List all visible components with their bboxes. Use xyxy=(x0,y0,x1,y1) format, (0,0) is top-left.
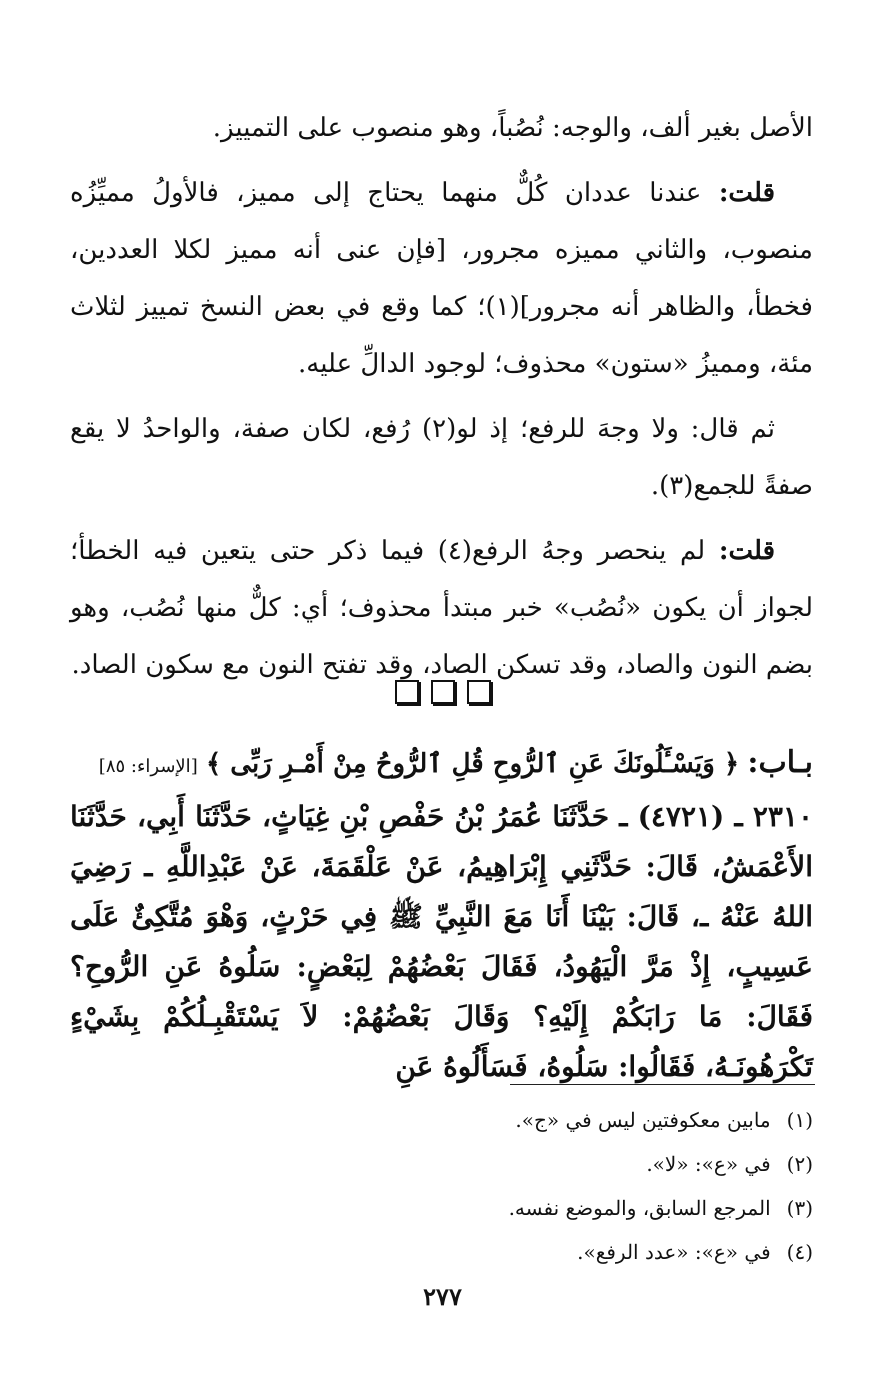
paragraph-4 xyxy=(70,523,813,694)
footnote xyxy=(70,1142,813,1186)
chapter-label: بـاب: xyxy=(747,745,813,780)
paragraph-1 xyxy=(70,100,813,157)
footnote-text: في «ع»: «لا». xyxy=(646,1152,771,1176)
footnote xyxy=(70,1230,813,1274)
chapter-heading xyxy=(70,738,813,792)
paragraph-lead: قلت: xyxy=(718,178,775,208)
section-divider-ornament xyxy=(0,676,885,706)
footnote-number: (١) xyxy=(786,1108,813,1132)
footnote-number: (٣) xyxy=(786,1196,813,1220)
footnotes xyxy=(70,1098,813,1274)
verse-reference: [الإسراء: ٨٥] xyxy=(98,756,198,777)
paragraph-2 xyxy=(70,165,813,393)
paragraph-lead: قلت: xyxy=(718,536,776,566)
footnote-divider xyxy=(510,1084,815,1085)
footnote-text: مابين معكوفتين ليس في «ج». xyxy=(515,1108,771,1132)
footnote-text: المرجع السابق، والموضع نفسه. xyxy=(508,1196,771,1220)
paragraph-text: ثم قال: ولا وجهَ للرفع؛ إذ لو(٢) رُفع، لكان صفة، والواحدُ لا يقع صفةً للجمع(٣). xyxy=(70,414,813,501)
footnote-text: في «ع»: «عدد الرفع». xyxy=(577,1240,771,1264)
square-ornament-icon xyxy=(467,680,491,704)
footnote-number: (٢) xyxy=(786,1152,813,1176)
paragraph-text: الأصل بغير ألف، والوجه: نُصُباً، وهو منصوب على التمييز. xyxy=(212,113,813,143)
footnote xyxy=(70,1186,813,1230)
page-number: ٢٧٧ xyxy=(423,1282,462,1311)
paragraph-text: لم ينحصر وجهُ الرفع(٤) فيما ذكر حتى يتعين فيه الخطأ؛ لجواز أن يكون «نُصُب» خبر مبتدأ محذوف؛ أي: كلٌّ منها نُصُب، وهو بضم النون والصاد، وقد تسكن الصاد، وقد تفتح النون مع سكون الصاد. xyxy=(70,536,813,680)
hadith-text xyxy=(70,792,813,1092)
footnote xyxy=(70,1098,813,1142)
square-ornament-icon xyxy=(431,680,455,704)
commentary-text xyxy=(70,100,813,694)
footnote-number: (٤) xyxy=(786,1240,813,1264)
square-ornament-icon xyxy=(395,680,419,704)
chapter-verse: ﴿ وَيَسْـَٔلُونَكَ عَنِ ٱلرُّوحِ قُلِ ٱلرُّوحُ مِنْ أَمْـرِ رَبِّى ﴾ xyxy=(205,749,740,779)
paragraph-text: عندنا عددان كُلٌّ منهما يحتاج إلى مميز، فالأولُ مميِّزُه منصوب، والثاني مميزه مجرور، [فإن عنى أنه مميز لكلا العددين، فخطأ، والظاهر أنه مجرور](١)؛ كما وقع في بعض النسخ تمييز لثلاث مئة، ومميزُ «ستون» محذوف؛ لوجود الدالِّ عليه. xyxy=(70,178,813,379)
hadith-paragraph: ٢٣١٠ ـ (٤٧٢١) ـ حَدَّثَنَا عُمَرُ بْنُ حَفْصِ بْنِ غِيَاثٍ، حَدَّثَنَا أَبِي، حَدَّثَنَا الأَعْمَشُ، قَالَ: حَدَّثَنِي إِبْرَاهِيمُ، عَنْ عَلْقَمَةَ، عَنْ عَبْدِاللَّهِ ـ رَضِيَ اللهُ عَنْهُ ـ، قَالَ: بَيْنَا أَنَا مَعَ النَّبِيِّ ﷺ فِي حَرْثٍ، وَهْوَ مُتَّكِئٌ عَلَى عَسِيبٍ، إِذْ مَرَّ الْيَهُودُ، فَقَالَ بَعْضُهُمْ لِبَعْضٍ: سَلُوهُ عَنِ الرُّوحِ؟ فَقَالَ: مَا رَابَكُمْ إِلَيْهِ؟ وَقَالَ بَعْضُهُمْ: لاَ يَسْتَقْبِـلُكُمْ بِشَيْءٍ تَكْرَهُونَـهُ، فَقَالُوا: سَلُوهُ، فَسَأَلُوهُ عَنِ xyxy=(70,800,813,1083)
paragraph-3 xyxy=(70,401,813,515)
